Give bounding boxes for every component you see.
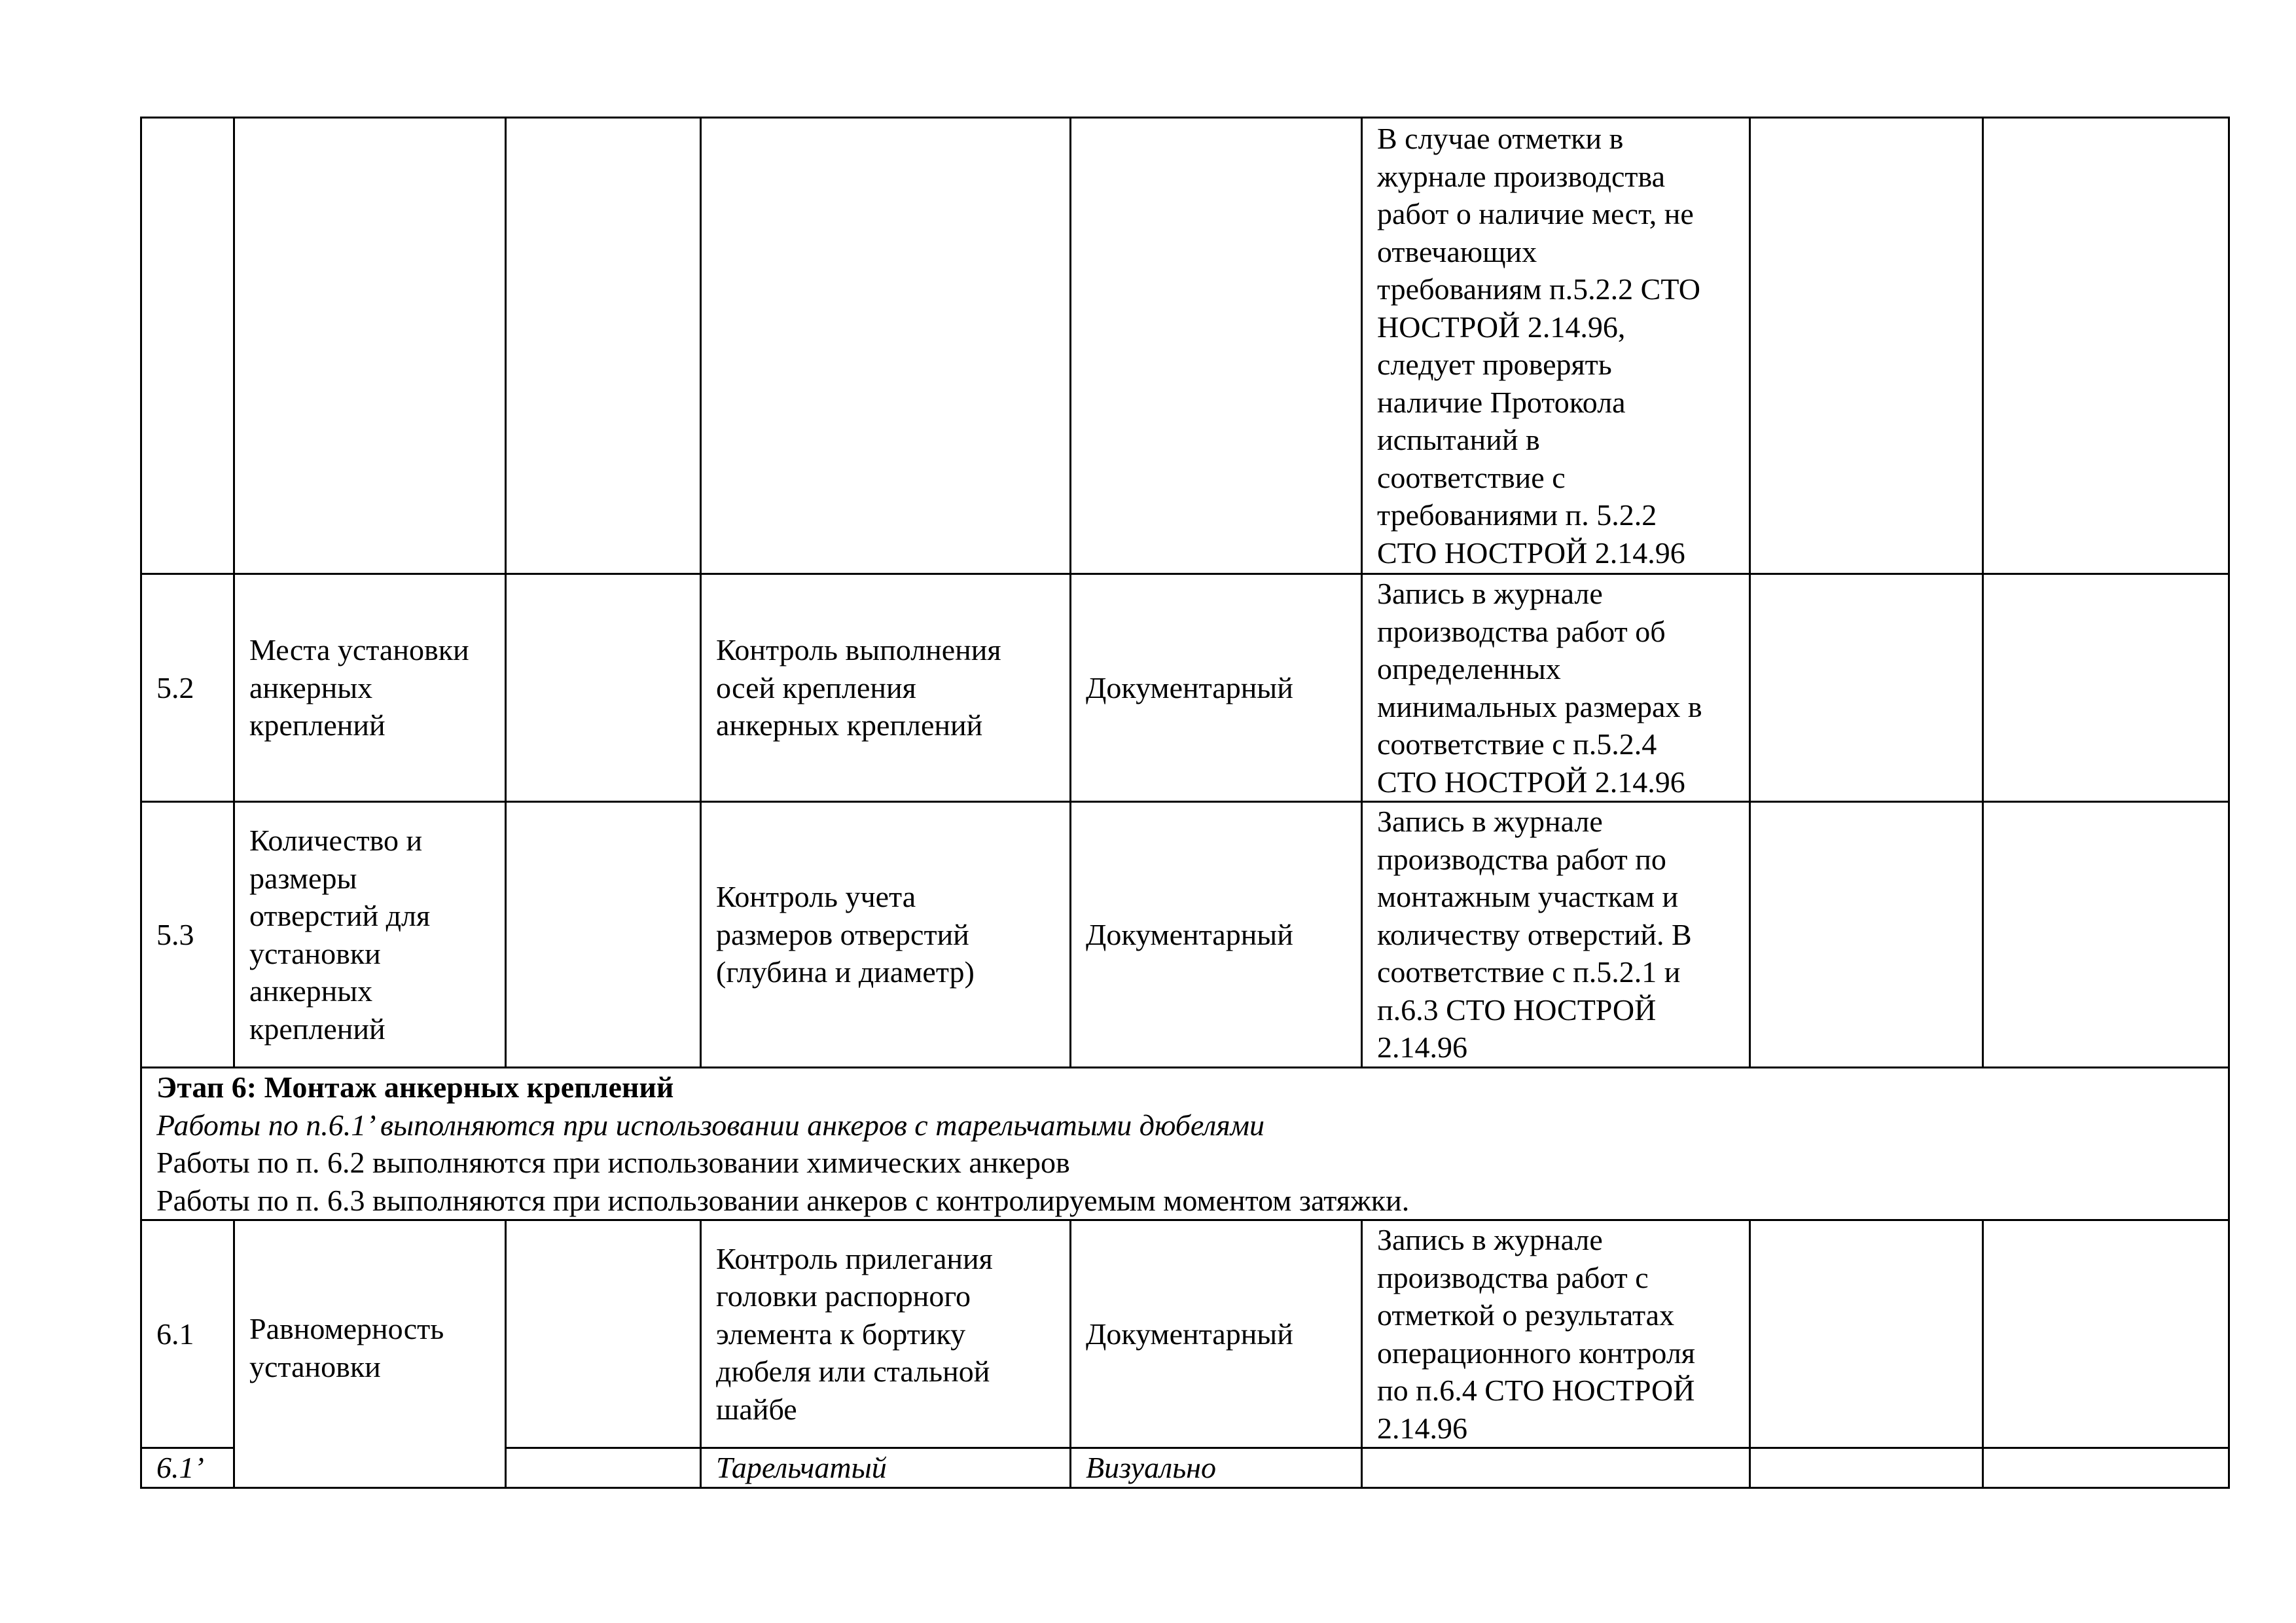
cell-record: Запись в журнале производства работ по монтажным участкам и количеству отверстий. В соответствие с п.5.2.1 и п.6.3 СТО НОСТРОЙ 2.14.96: [1362, 802, 1750, 1068]
cell-number: [141, 118, 234, 574]
stage-note-2: Работы по п. 6.2 выполняются при использовании химических анкеров: [156, 1146, 1070, 1179]
cell-method: Визуально: [1071, 1448, 1362, 1488]
cell-control: Тарельчатый: [701, 1448, 1071, 1488]
cell-parameter: [234, 118, 506, 574]
cell-column-8: [1983, 1448, 2229, 1488]
cell-parameter: Количество и размеры отверстий для установки анкерных креплений: [234, 802, 506, 1068]
parameter-text: Равномерность установки: [249, 1312, 444, 1383]
cell-column-8: [1983, 118, 2229, 574]
cell-column-3: [506, 118, 701, 574]
cell-number: 5.3: [141, 802, 234, 1068]
cell-record: Запись в журнале производства работ с отметкой о результатах операционного контроля по п.6.4 СТО НОСТРОЙ 2.14.96: [1362, 1220, 1750, 1448]
cell-number: 6.1: [141, 1220, 234, 1448]
cell-control: Контроль выполнения осей крепления анкерных креплений: [701, 574, 1071, 802]
cell-column-8: [1983, 574, 2229, 802]
stage-header-row: [141, 1068, 2229, 1220]
cell-number: 5.2: [141, 574, 234, 802]
cell-parameter: [234, 1220, 506, 1488]
cell-column-3: [506, 574, 701, 802]
inspection-table: [140, 117, 2230, 1489]
cell-column-7: [1750, 1220, 1983, 1448]
cell-method: Документарный: [1071, 1220, 1362, 1448]
table-row: [141, 574, 2229, 802]
cell-column-3: [506, 1448, 701, 1488]
stage-header-cell: [141, 1068, 2229, 1220]
cell-column-7: [1750, 574, 1983, 802]
cell-method: Документарный: [1071, 574, 1362, 802]
stage-title: Этап 6: Монтаж анкерных креплений: [156, 1070, 674, 1104]
cell-column-7: [1750, 1448, 1983, 1488]
cell-method: [1071, 118, 1362, 574]
cell-column-3: [506, 802, 701, 1068]
cell-method: Документарный: [1071, 802, 1362, 1068]
stage-note-3: Работы по п. 6.3 выполняются при использовании анкеров с контролируемым моментом затяжки.: [156, 1183, 1410, 1217]
cell-column-8: [1983, 802, 2229, 1068]
table-row: [141, 1220, 2229, 1448]
cell-control: Контроль учета размеров отверстий (глубина и диаметр): [701, 802, 1071, 1068]
cell-column-8: [1983, 1220, 2229, 1448]
cell-number: 6.1’: [141, 1448, 234, 1488]
cell-parameter: Места установки анкерных креплений: [234, 574, 506, 802]
cell-record: [1362, 1448, 1750, 1488]
cell-record: Запись в журнале производства работ об определенных минимальных размерах в соответствие с п.5.2.4 СТО НОСТРОЙ 2.14.96: [1362, 574, 1750, 802]
cell-record: В случае отметки в журнале производства работ о наличие мест, не отвечающих требованиям п.5.2.2 СТО НОСТРОЙ 2.14.96, следует проверять наличие Протокола испытаний в соответствие с требованиями п. 5.2.2 СТО НОСТРОЙ 2.14.96: [1362, 118, 1750, 574]
stage-note-italic: Работы по п.6.1’ выполняются при использовании анкеров с тарельчатыми дюбелями: [156, 1108, 1265, 1142]
table-row: [141, 802, 2229, 1068]
table-row: [141, 118, 2229, 574]
cell-control: [701, 118, 1071, 574]
cell-column-7: [1750, 118, 1983, 574]
cell-control: Контроль прилегания головки распорного элемента к бортику дюбеля или стальной шайбе: [701, 1220, 1071, 1448]
cell-column-3: [506, 1220, 701, 1448]
cell-column-7: [1750, 802, 1983, 1068]
